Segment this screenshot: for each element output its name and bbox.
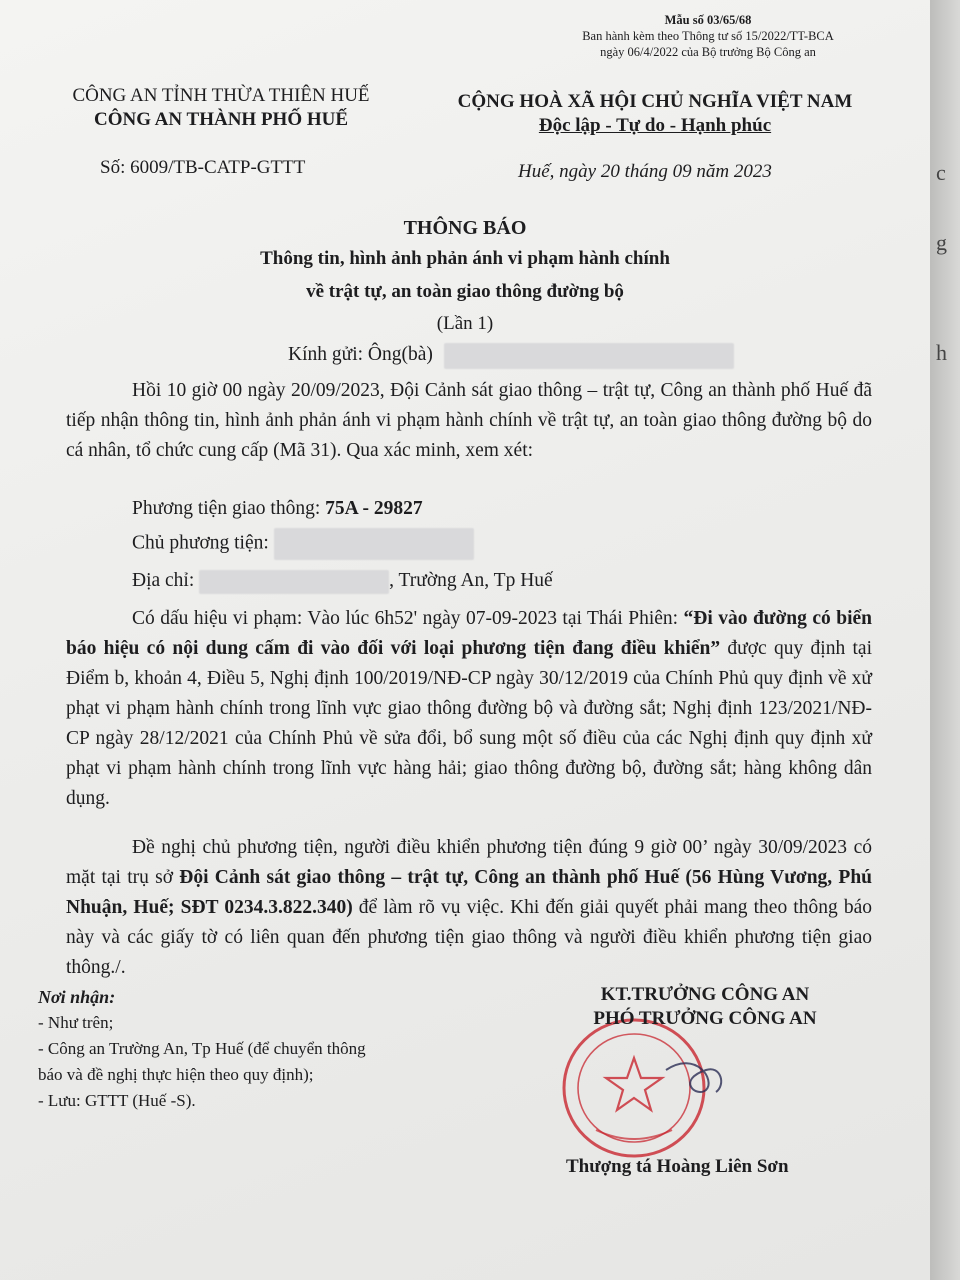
address-suffix: , Trường An, Tp Huế [389,570,553,591]
vehicle-label: Phương tiện giao thông: [132,498,326,519]
salutation-label: Kính gửi: Ông(bà) [288,344,433,365]
request-paragraph [66,833,872,983]
national-motto [420,90,890,138]
owner-label: Chủ phương tiện: [132,532,274,554]
signature-title-1: KT.TRƯỞNG CÔNG AN [600,984,810,1005]
recipients-heading: Nơi nhận: [38,987,116,1007]
violation-lead: Có dấu hiệu vi phạm: Vào lúc 6h52' ngày 07-09-2023 tại Thái Phiên: [132,608,684,629]
violation-paragraph [66,604,872,814]
form-issued-line2: ngày 06/4/2022 của Bộ trưởng Bộ Công an [600,45,816,59]
intro-paragraph: Hồi 10 giờ 00 ngày 20/09/2023, Đội Cảnh sát giao thông – trật tự, Công an thành phố Huế đã tiếp nhận thông tin, hình ảnh phản ánh vi phạm hành chính về trật tự, an toàn giao thông đường bộ do cá nhân, tổ chức cung cấp (Mã 31). Qua xác minh, xem xét: [66,380,872,461]
request-lead: Đề nghị chủ phương tiện, người điều khiển phương tiện đúng 9 giờ 00’ ngày 30/09/2023 có mặt tại trụ sở [66,837,872,888]
document-number: Số: 6009/TB-CATP-GTTT [100,157,306,178]
owner-line [132,528,474,560]
document-subtitle-1: Thông tin, hình ảnh phản ánh vi phạm hành chính [260,248,670,269]
address-label: Địa chỉ: [132,570,195,591]
form-issued-line1: Ban hành kèm theo Thông tư số 15/2022/TT-BCA [582,29,834,43]
signer-name: Thượng tá Hoàng Liên Sơn [566,1156,789,1177]
nation-line2: Độc lập - Tự do - Hạnh phúc [538,115,772,136]
adjacent-page-edge: c g h [930,0,960,1280]
violation-description: “Đi vào đường có biển báo hiệu có nội dung cấm đi vào đối với loại phương tiện đang điều khiển” [66,608,873,659]
request-location: Đội Cảnh sát giao thông – trật tự, Công an thành phố Huế (56 Hùng Vương, Phú Nhuận, Huế; SĐT 0234.3.822.340) [66,867,873,918]
official-seal-stamp [556,1010,726,1160]
recipient-item: - Lưu: GTTT (Huế -S). [38,1091,196,1110]
document-date: Huế, ngày 20 tháng 09 năm 2023 [518,161,772,182]
form-code: Mẫu số 03/65/68 [664,13,752,27]
recipient-item: - Công an Trường An, Tp Huế (để chuyển thông [38,1039,366,1058]
address-line [132,566,553,596]
recipient-item: báo và đề nghị thực hiện theo quy định); [38,1065,314,1084]
recipients-block [38,984,366,1114]
vehicle-plate: 75A - 29827 [325,498,423,519]
redacted-address [199,570,389,594]
round-number: (Lần 1) [436,313,494,334]
violation-legal-basis: được quy định tại Điểm b, khoản 4, Điều 5, Nghị định 100/2019/NĐ-CP ngày 30/12/2019 của Chính Phủ quy định về xử phạt vi phạm hành chính trong lĩnh vực giao thông đường bộ và đường sắt; Nghị định 123/2021/NĐ-CP ngày 28/12/2021 của Chính Phủ về sửa đổi, bổ sung một số điều của các Nghị định quy định xử phạt vi phạm hành chính trong lĩnh vực hàng hải; giao thông đường bộ, đường sắt; hàng không dân dụng. [66,638,872,809]
agency-line1: CÔNG AN TỈNH THỪA THIÊN HUẾ [72,85,370,106]
request-rest: để làm rõ vụ việc. Khi đến giải quyết phải mang theo thông báo này và các giấy tờ có liên quan đến phương tiện giao thông và người điều khiển phương tiện giao thông./. [66,897,872,978]
document-title: THÔNG BÁO [403,217,527,239]
nation-line1: CỘNG HOÀ XÃ HỘI CHỦ NGHĨA VIỆT NAM [457,91,853,112]
recipient-item: - Như trên; [38,1013,114,1032]
redacted-recipient-name [444,343,734,369]
agency-block [38,84,404,132]
redacted-owner-name [274,528,474,560]
agency-line2: CÔNG AN THÀNH PHỐ HUẾ [93,109,349,130]
signature-block [560,984,850,1030]
document-subtitle-2: về trật tự, an toàn giao thông đường bộ [306,281,624,302]
salutation [288,340,734,370]
vehicle-line [132,494,423,524]
form-header [548,12,868,60]
signature-title-2: PHÓ TRƯỞNG CÔNG AN [593,1008,817,1029]
